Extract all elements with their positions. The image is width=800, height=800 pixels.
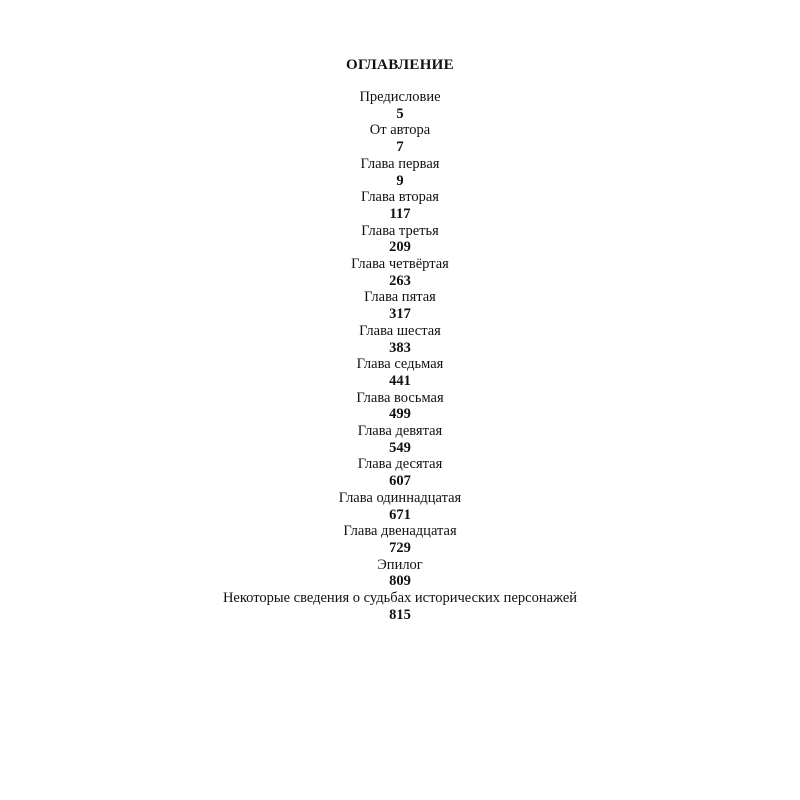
toc-entry (0, 523, 800, 556)
toc-entry-title: Глава восьмая (356, 389, 444, 406)
toc-entry (0, 423, 800, 456)
toc-entry-page-number: 383 (389, 339, 411, 356)
toc-entry (0, 256, 800, 289)
toc-list (0, 89, 800, 624)
toc-entry (0, 323, 800, 356)
toc-entry (0, 89, 800, 122)
toc-title: ОГЛАВЛЕНИЕ (346, 57, 454, 73)
toc-entry-title: Глава двенадцатая (343, 523, 457, 540)
toc-entry-page-number: 7 (396, 139, 404, 156)
toc-entry (0, 356, 800, 389)
toc-entry-page-number: 441 (389, 372, 411, 389)
toc-entry-title: Предисловие (359, 89, 441, 105)
toc-entry-title: Глава вторая (361, 189, 439, 206)
toc-entry (0, 122, 800, 155)
toc-entry-title: От автора (369, 122, 431, 139)
toc-entry (0, 557, 800, 590)
toc-entry-page-number: 117 (389, 205, 411, 222)
toc-entry-title: Глава четвёртая (351, 256, 449, 273)
toc-entry-page-number: 317 (389, 306, 411, 323)
toc-entry (0, 156, 800, 189)
toc-entry (0, 289, 800, 322)
toc-entry-page-number: 671 (389, 506, 411, 523)
toc-entry-title: Глава шестая (359, 322, 441, 339)
toc-entry-title: Глава третья (361, 222, 439, 239)
toc-entry-page-number: 263 (389, 272, 411, 289)
toc-entry-page-number: 607 (389, 473, 411, 490)
toc-entry-page-number: 209 (389, 239, 411, 256)
toc-entry-title: Глава одиннадцатая (338, 489, 462, 506)
toc-entry-title: Глава пятая (364, 289, 436, 306)
toc-entry (0, 189, 800, 222)
toc-entry-title: Некоторые сведения о судьбах исторических персонажей (222, 590, 578, 607)
toc-entry (0, 223, 800, 256)
toc-entry (0, 490, 800, 523)
toc-entry (0, 590, 800, 623)
toc-entry-title: Эпилог (377, 556, 423, 573)
toc-entry (0, 390, 800, 423)
toc-entry-page-number: 9 (396, 172, 404, 189)
toc-entry-page-number: 815 (389, 606, 411, 623)
toc-entry-title: Глава седьмая (356, 356, 444, 373)
toc-entry-title: Глава первая (360, 155, 440, 172)
toc-entry-page-number: 809 (389, 573, 411, 590)
toc-entry-page-number: 549 (389, 439, 411, 456)
toc-entry-page-number: 499 (389, 406, 411, 423)
toc-entry-title: Глава девятая (357, 423, 443, 440)
toc-entry (0, 456, 800, 489)
toc-entry-page-number: 729 (389, 539, 411, 556)
toc-entry-page-number: 5 (396, 105, 404, 122)
toc-entry-title: Глава десятая (357, 456, 443, 473)
